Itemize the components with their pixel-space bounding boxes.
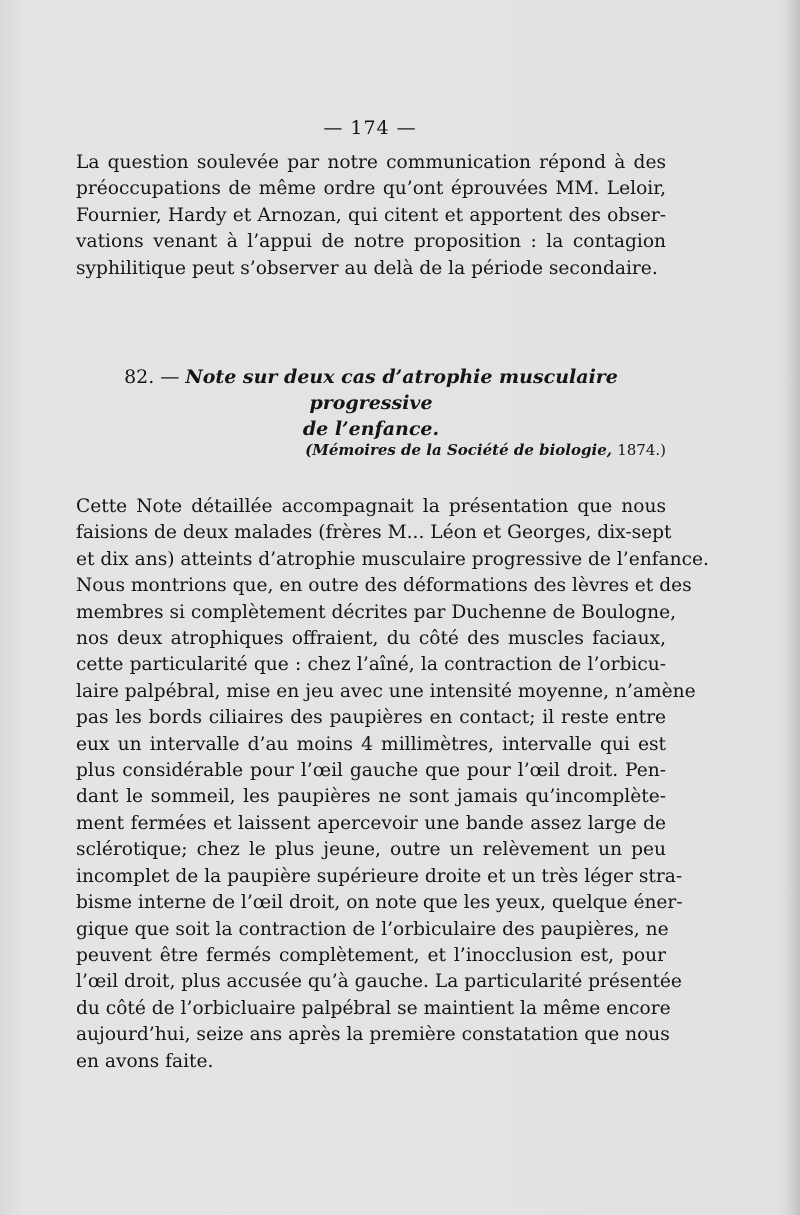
text-line: ment fermées et laissent apercevoir une bande assez large de	[76, 812, 666, 834]
paragraph-contagion	[76, 150, 666, 282]
section-citation	[76, 441, 666, 459]
page-number: — 174 —	[323, 117, 417, 139]
text-line: aujourd’hui, seize ans après la première constatation que nous	[76, 1024, 670, 1046]
text-line: incomplet de la paupière supérieure droite et un très léger stra-	[76, 865, 683, 887]
text-line: pas les bords ciliaires des paupières en contact; il reste entre	[76, 707, 666, 729]
text-line: sclérotique; chez le plus jeune, outre un relèvement un peu	[76, 839, 666, 861]
text-line: eux un intervalle d’au moins 4 millimètres, intervalle qui est	[76, 733, 666, 755]
section-title-part-1: Note sur deux cas d’atrophie musculaire progressive	[185, 366, 618, 414]
text-line: du côté de l’orbicluaire palpébral se maintient la même encore	[76, 997, 671, 1019]
text-line: membres si complètement décrites par Duchenne de Boulogne,	[76, 601, 677, 623]
text-line: préoccupations de même ordre qu’ont éprouvées MM. Leloir,	[76, 178, 666, 200]
text-line: laire palpébral, mise en jeu avec une intensité moyenne, n’amène	[76, 680, 696, 702]
text-line: syphilitique peut s’observer au delà de la période secondaire.	[76, 257, 658, 279]
text-line: l’œil droit, plus accusée qu’à gauche. La particularité présentée	[76, 971, 682, 993]
text-line: bisme interne de l’œil droit, on note que les yeux, quelque éner-	[76, 892, 683, 914]
text-line: peuvent être fermés complètement, et l’inocclusion est, pour	[76, 944, 666, 966]
citation-source: (Mémoires de la Société de biologie,	[305, 441, 612, 459]
text-line: vations venant à l’appui de notre proposition : la contagion	[76, 231, 666, 253]
text-line: La question soulevée par notre communication répond à des	[76, 152, 666, 173]
section-title-part-2: de l’enfance.	[302, 418, 440, 440]
paragraph-atrophy-note	[76, 494, 709, 1075]
citation-year: 1874.)	[617, 441, 666, 459]
text-line: et dix ans) atteints d’atrophie musculaire progressive de l’enfance.	[76, 548, 709, 570]
text-line: plus considérable pour l’œil gauche que pour l’œil droit. Pen-	[76, 760, 666, 782]
text-line: nos deux atrophiques offraient, du côté des muscles faciaux,	[76, 628, 666, 650]
section-number: 82. —	[124, 366, 180, 388]
text-line: faisions de deux malades (frères M... Léon et Georges, dix-sept	[76, 522, 672, 544]
text-line: dant le sommeil, les paupières ne sont jamais qu’incomplète-	[76, 786, 666, 808]
text-line: gique que soit la contraction de l’orbiculaire des paupières, ne	[76, 918, 669, 940]
heading-line-1	[76, 364, 666, 416]
text-line: en avons faite.	[76, 1050, 214, 1072]
text-line: Fournier, Hardy et Arnozan, qui citent et apportent des obser-	[76, 204, 666, 226]
text-line: Nous montrions que, en outre des déformations des lèvres et des	[76, 575, 692, 597]
section-heading	[76, 364, 666, 442]
page-edge-shadow	[786, 0, 800, 1215]
text-line: Cette Note détaillée accompagnait la présentation que nous	[76, 496, 666, 517]
text-line: cette particularité que : chez l’aîné, la contraction de l’orbicu-	[76, 654, 666, 676]
